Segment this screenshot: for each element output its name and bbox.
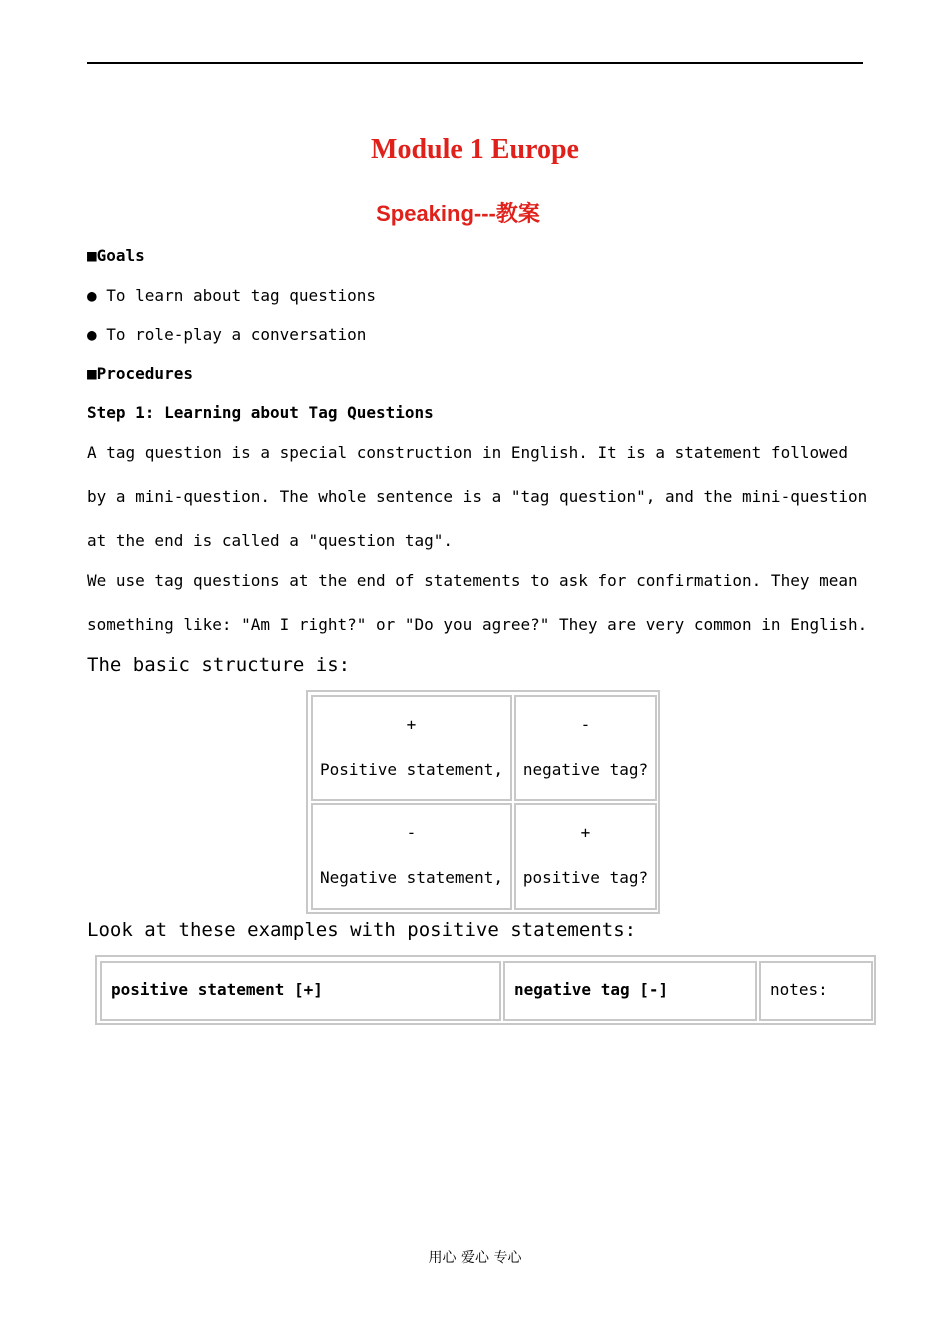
examples-table (95, 955, 876, 1025)
structure-text: negative tag? (522, 760, 649, 779)
examples-header-negative: negative tag [-] (503, 961, 757, 1021)
goal-item: ● To role-play a conversation (87, 325, 367, 344)
header-rule (87, 62, 863, 64)
paragraph-line: something like: "Am I right?" or "Do you agree?" They are very common in English. (87, 615, 868, 634)
examples-intro: Look at these examples with positive statements: (87, 919, 637, 941)
goals-heading: ■Goals (87, 246, 145, 265)
paragraph-line: We use tag questions at the end of statements to ask for confirmation. They mean (87, 571, 858, 590)
page-title: Module 1 Europe (371, 134, 579, 165)
page-subtitle: Speaking---教案 (376, 201, 540, 226)
goal-item: ● To learn about tag questions (87, 286, 376, 305)
structure-sign: - (580, 715, 591, 734)
structure-cell (311, 803, 512, 910)
page-footer: 用心 爱心 专心 (428, 1250, 522, 1266)
structure-cell (514, 695, 657, 801)
paragraph-line: by a mini-question. The whole sentence is a "tag question", and the mini-question (87, 487, 868, 506)
structure-text: Positive statement, (319, 760, 504, 779)
structure-sign: + (580, 823, 591, 842)
structure-text: Negative statement, (319, 868, 504, 887)
structure-sign: + (406, 715, 417, 734)
paragraph-line: at the end is called a "question tag". (87, 531, 454, 550)
examples-header-notes: notes: (759, 961, 873, 1021)
examples-header-positive: positive statement [+] (100, 961, 501, 1021)
structure-table (306, 690, 660, 914)
structure-cell (514, 803, 657, 910)
paragraph-tag-question-definition (87, 443, 868, 571)
structure-intro: The basic structure is: (87, 654, 351, 676)
paragraph-line: A tag question is a special construction in English. It is a statement followed (87, 443, 848, 462)
procedures-heading: ■Procedures (87, 364, 193, 383)
paragraph-tag-question-usage (87, 571, 868, 659)
structure-cell (311, 695, 512, 801)
structure-text: positive tag? (522, 868, 649, 887)
step1-heading: Step 1: Learning about Tag Questions (87, 403, 434, 422)
structure-sign: - (406, 823, 417, 842)
